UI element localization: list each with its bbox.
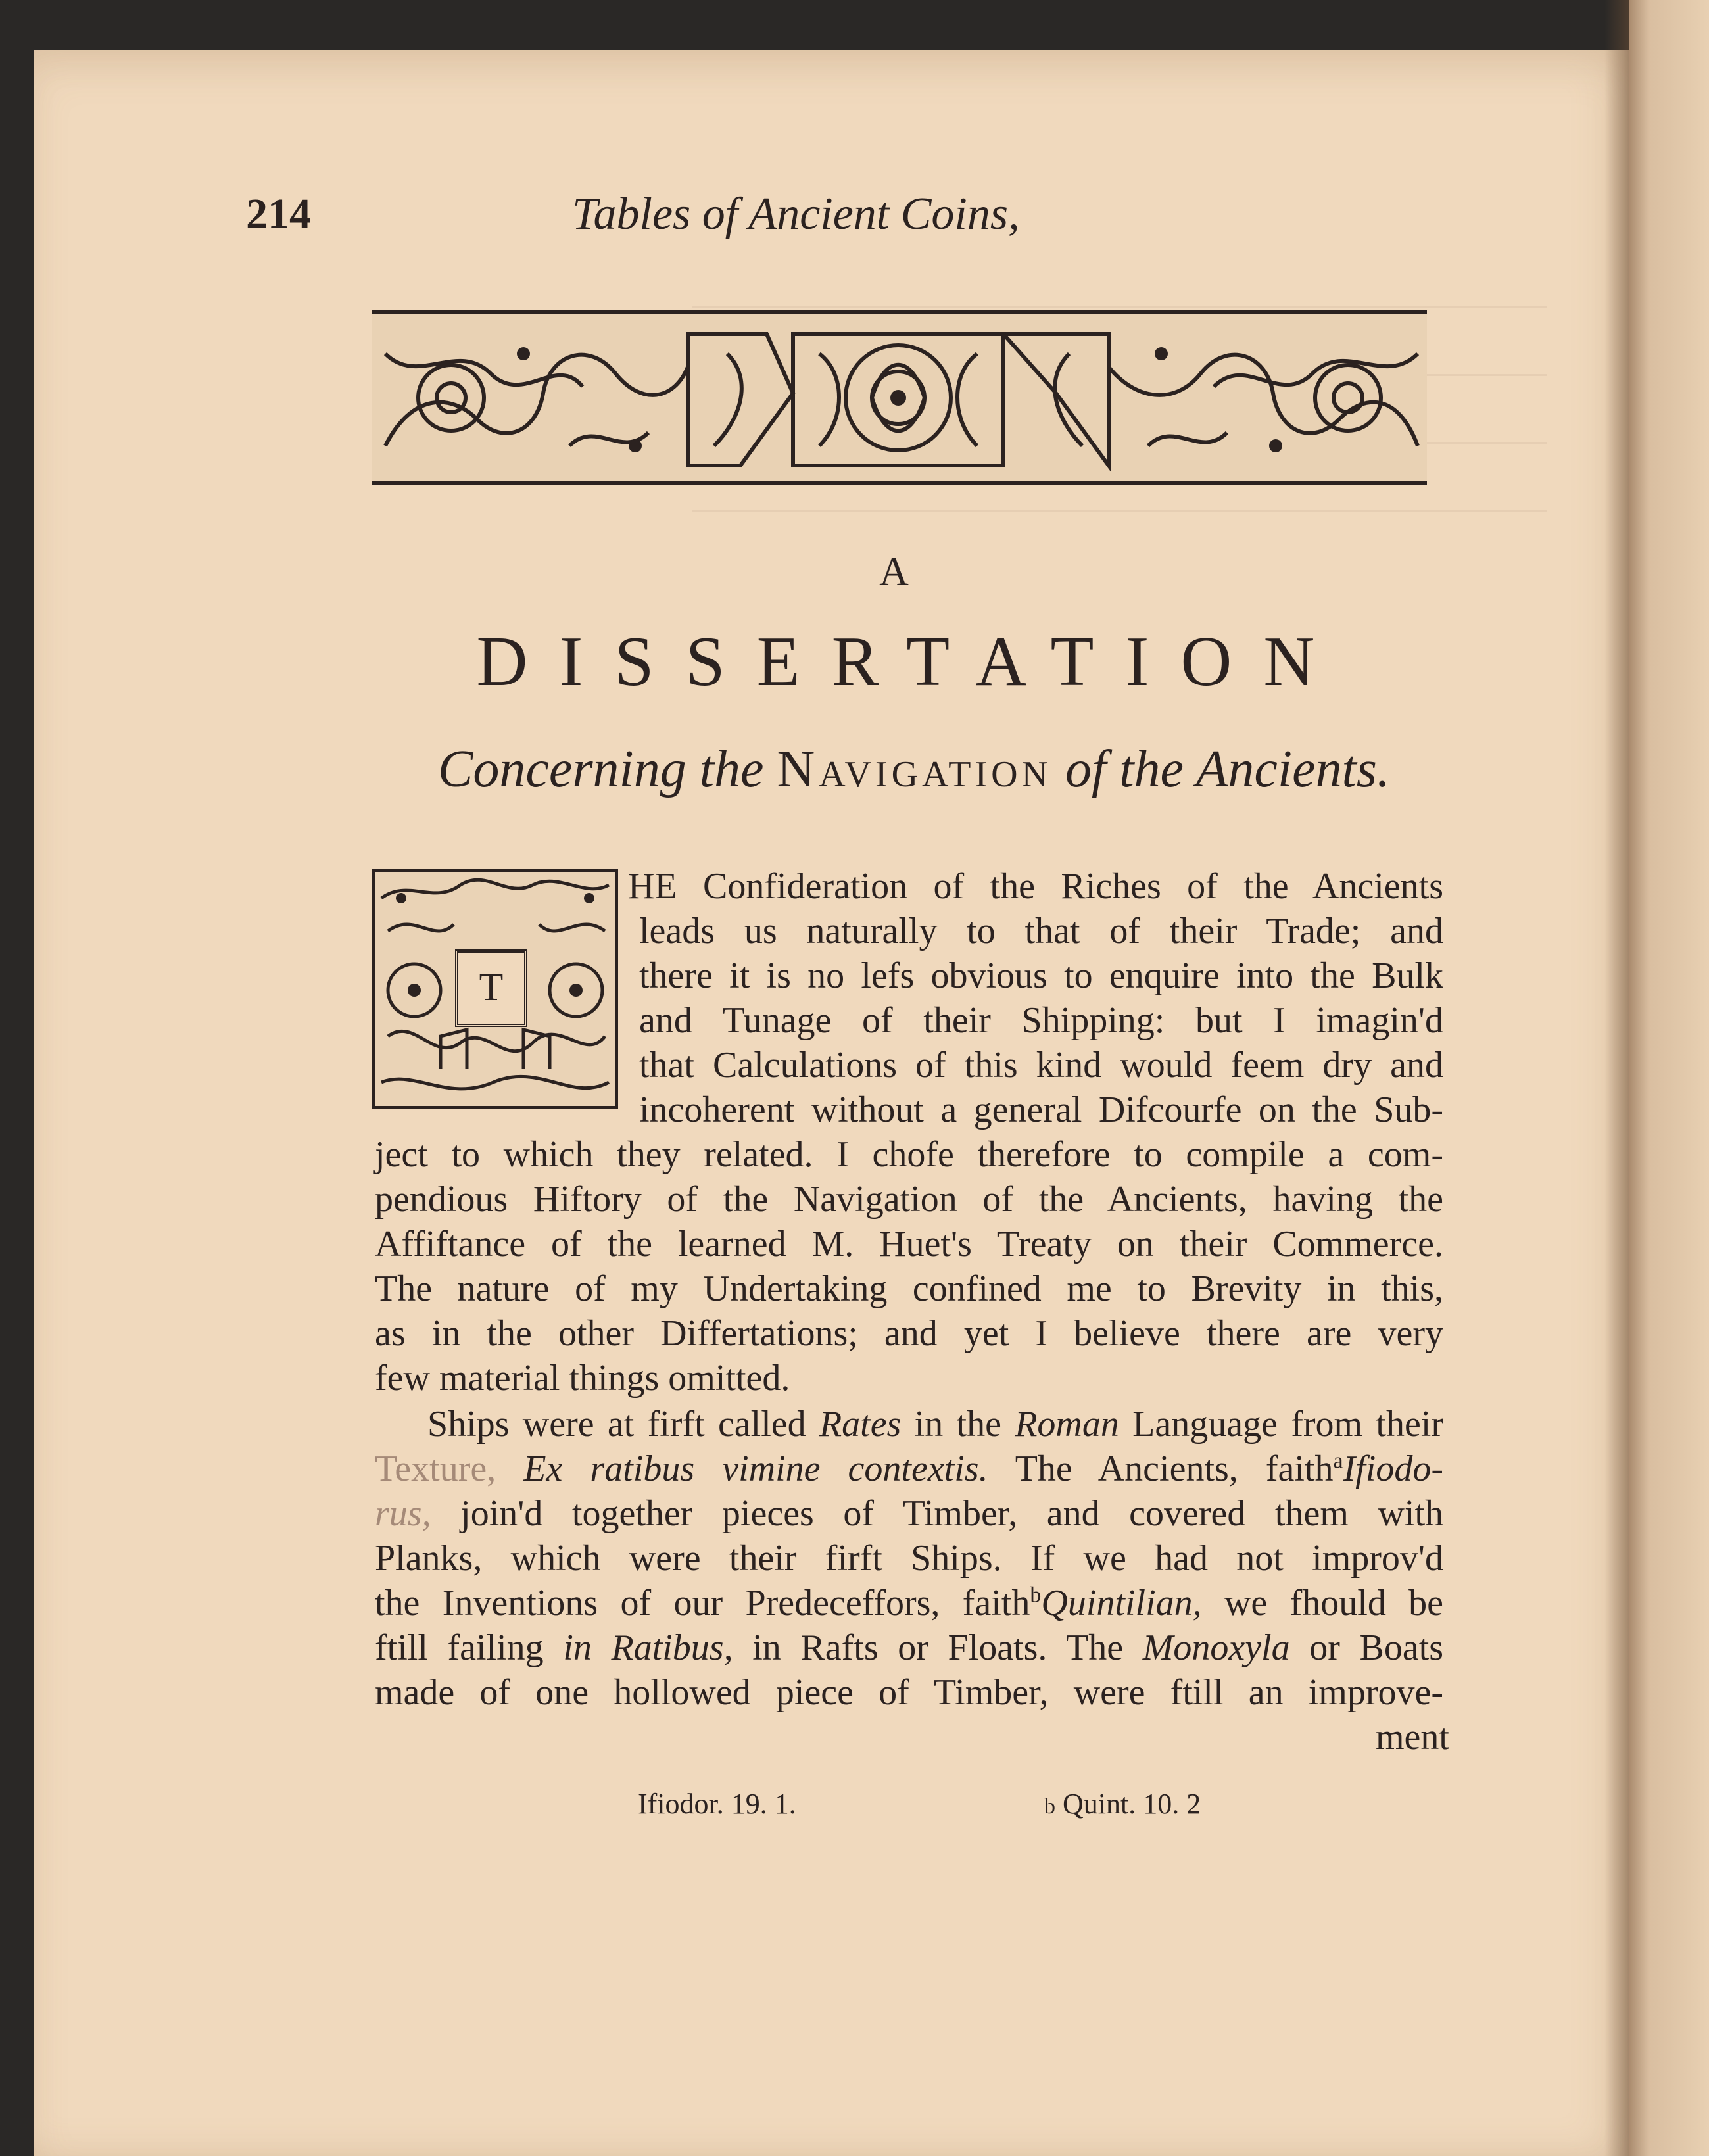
subtitle-prefix: Concerning the (438, 740, 764, 798)
text-span: Ex ratibus vimine contextis. (523, 1449, 988, 1489)
text-line (375, 1493, 1443, 1535)
text-span: the Inventions of our Predeceffors, faith (375, 1583, 1030, 1623)
text-line: The nature of my Undertaking confined me to Brevity in this, (375, 1268, 1443, 1309)
text-span: join'd together pieces of Timber, and covered them with (460, 1493, 1444, 1534)
running-title: Tables of Ancient Coins, (572, 189, 1020, 239)
footnote-a: Ifiodor. 19. 1. (638, 1788, 796, 1820)
ornamental-headpiece (372, 310, 1427, 485)
text-span: in Ratibus, (563, 1627, 733, 1668)
adjacent-page-edge (1629, 0, 1709, 2156)
text-line: leads us naturally to that of their Trade; and (639, 911, 1443, 951)
footnote-b-marker: b (1044, 1794, 1055, 1819)
text-span: Ifiodo- (1343, 1449, 1444, 1489)
text-span: Rates (819, 1404, 902, 1445)
text-line (375, 1627, 1443, 1669)
text-line: few material things omitted. (375, 1358, 790, 1399)
text-span: in the (914, 1404, 1001, 1445)
text-span: in Rafts or Floats. The (752, 1627, 1124, 1668)
footnote-marker: b (1030, 1583, 1042, 1608)
text-span: rus, (375, 1493, 431, 1534)
subtitle (388, 740, 1440, 800)
text-span: The Ancients, faith (1015, 1449, 1334, 1489)
text-line (375, 1448, 1443, 1490)
catchword: ment (1376, 1717, 1449, 1758)
text-line: incoherent without a general Difcourfe on the Sub- (639, 1090, 1443, 1130)
text-span: we fhould be (1224, 1583, 1444, 1623)
text-line: pendious Hiftory of the Navigation of the Ancients, having the (375, 1179, 1443, 1220)
text-span: Monoxyla (1142, 1627, 1290, 1668)
text-line: and Tunage of their Shipping: but I imagin'd (639, 1000, 1443, 1041)
text-line: ject to which they related. I chofe therefore to compile a com- (375, 1134, 1443, 1175)
text-line: as in the other Differtations; and yet I believe there are very (375, 1313, 1443, 1354)
text-span: Roman (1015, 1404, 1119, 1445)
text-span: Quintilian, (1041, 1583, 1202, 1623)
decorated-initial (372, 869, 618, 1109)
text-line (427, 1403, 1443, 1445)
text-span: Ships were at firft called (427, 1404, 806, 1445)
title-main: DISSERTATION (476, 623, 1347, 701)
text-line (375, 1582, 1443, 1624)
text-line: there it is no lefs obvious to enquire into the Bulk (639, 955, 1443, 996)
initial-letter: T (455, 949, 527, 1027)
text-span: Texture, (375, 1449, 496, 1489)
text-line: Affiftance of the learned M. Huet's Treaty on their Commerce. (375, 1224, 1443, 1264)
text-line: HE Confideration of the Riches of the Ancients (628, 866, 1443, 907)
text-line: made of one hollowed piece of Timber, were ftill an improve- (375, 1672, 1443, 1713)
text-line: that Calculations of this kind would feem dry and (639, 1045, 1443, 1086)
text-span: or Boats (1309, 1627, 1444, 1668)
subtitle-suffix: of the Ancients. (1065, 740, 1390, 798)
text-span: Language from their (1132, 1404, 1444, 1445)
footnote-b (1044, 1787, 1201, 1821)
text-line: Planks, which were their firft Ships. If we had not improv'd (375, 1538, 1443, 1579)
footnote-b-text: Quint. 10. 2 (1063, 1788, 1201, 1820)
footnote-marker: a (1333, 1449, 1343, 1473)
text-span: ftill failing (375, 1627, 544, 1668)
floral-ornament-icon (372, 314, 1427, 481)
page-number: 214 (246, 190, 311, 238)
subtitle-smallcaps: Navigation (777, 740, 1052, 798)
title-article: A (879, 550, 909, 594)
